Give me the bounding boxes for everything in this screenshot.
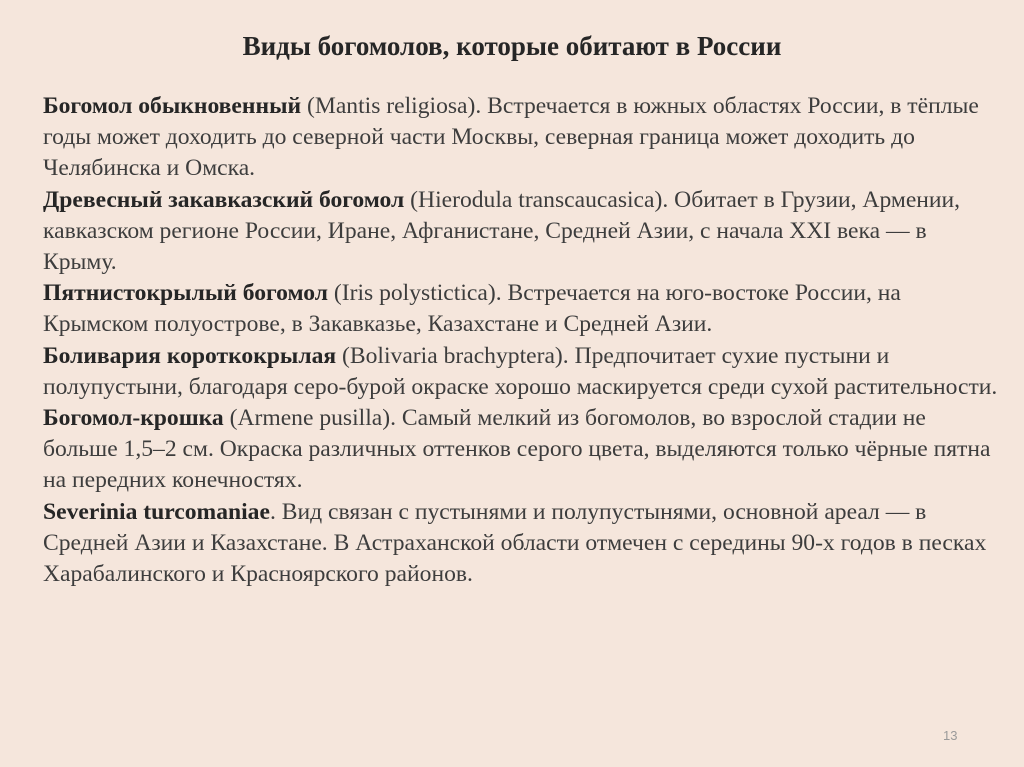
species-paragraph-bolivaria [43,341,1003,403]
species-name: Боливария короткокрылая [43,342,337,369]
species-description: (Bolivaria brachyptera). Предпочитает сухие пустыни и полупустыни, благодаря серо-бурой окраске хорошо маскируется среди сухой растительности. [43,342,998,400]
species-name: Богомол-крошка [43,405,224,432]
species-paragraph-hierodula [43,185,1003,279]
species-list [43,91,1003,590]
species-paragraph-severinia [43,497,1003,591]
species-description: (Iris polystictica). Встречается на юго-востоке России, на Крымском полуострове, в Закавказье, Казахстане и Средней Азии. [43,280,901,338]
species-description: (Hierodula transcaucasica). Обитает в Грузии, Армении, кавказском регионе России, Иране, Афганистане, Средней Азии, с начала XXI века — в Крыму. [43,186,961,276]
page-number: 13 [943,728,958,743]
species-name: Древесный закавказский богомол [43,186,405,213]
species-paragraph-armene [43,403,1003,497]
species-name: Severinia turcomaniae [43,498,270,525]
species-description: (Mantis religiosa). Встречается в южных областях России, в тёплые годы может доходить до северной части Москвы, северная граница может доходить до Челябинска и Омска. [43,93,979,182]
species-name: Пятнистокрылый богомол [43,280,328,307]
species-name: Богомол обыкновенный [43,93,302,119]
slide-title: Виды богомолов, которые обитают в России [242,31,782,61]
species-paragraph-mantis-religiosa [43,91,1003,185]
species-description: (Armene pusilla). Самый мелкий из богомолов, во взрослой стадии не больше 1,5–2 см. Окраска различных оттенков серого цвета, выделяются только чёрные пятна на передних конечностях. [43,405,991,494]
species-description: . Вид связан с пустынями и полупустынями, основной ареал — в Средней Азии и Казахстане. В Астраханской области отмечен с середины 90-х годов в песках Харабалинского и Красноярского районов. [43,498,987,588]
species-paragraph-iris [43,278,1003,340]
